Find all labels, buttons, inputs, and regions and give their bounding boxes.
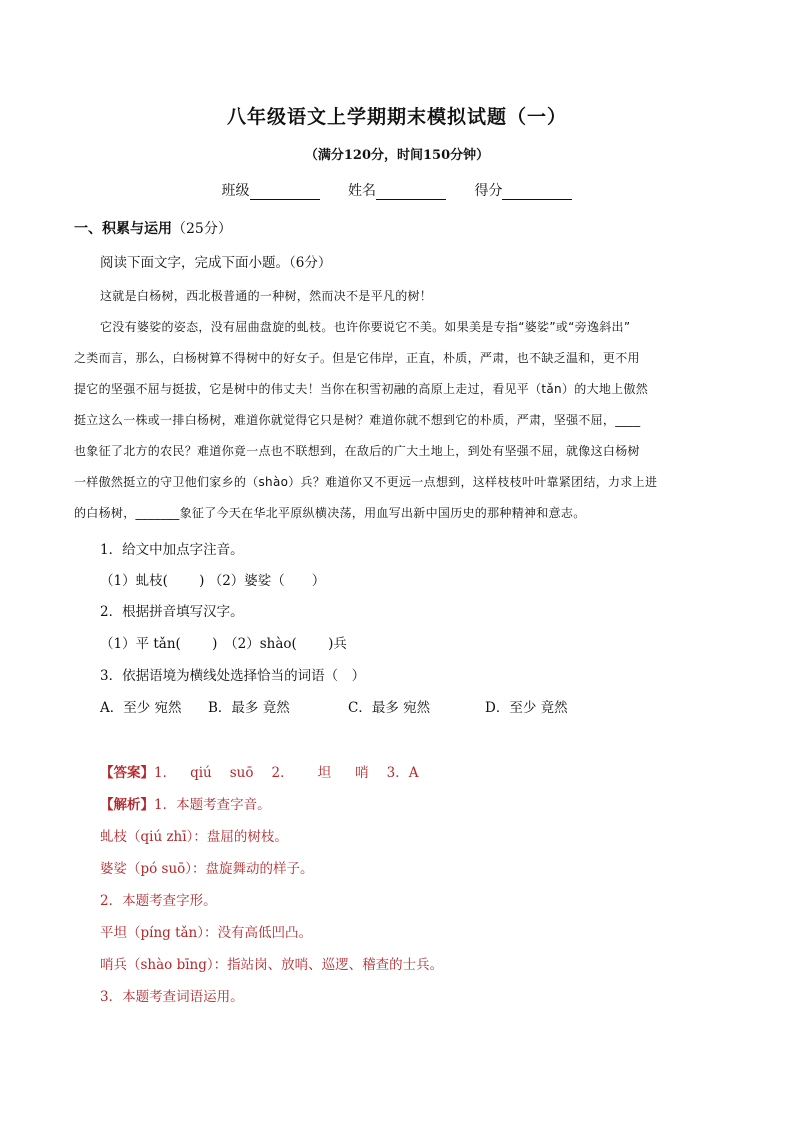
analysis-line: 虬枝（qiú zhī）：盘屈的树枝。 [100, 829, 288, 845]
analysis-line: 3．本题考查词语运用。 [100, 989, 244, 1005]
analysis-line [100, 793, 271, 813]
question-1: 1．给文中加点字注音。 [100, 542, 244, 558]
passage-line: 之类而言，那么，白杨树算不得树中的好女子。但是它伟岸，正直，朴质，严肃，也不缺乏温和，更不用 [74, 351, 640, 365]
answer-part: 2． [271, 765, 294, 781]
answer-part: 坦 [317, 765, 332, 781]
passage-line: 的白杨树，_______象征了今天在华北平原纵横决荡，用血写出新中国历史的那种精神和意志。 [74, 506, 586, 520]
answer-line [100, 761, 418, 781]
passage-line: 也象征了北方的农民？难道你竟一点也不联想到，在敌后的广大土地上，到处有坚强不屈，就像这白杨树 [74, 444, 640, 458]
analysis-label: 【解析】 [100, 797, 154, 813]
section-heading [74, 218, 232, 238]
analysis-line: 婆娑（pó suō）：盘旋舞动的样子。 [100, 861, 314, 877]
page-title: 八年级语文上学期期末模拟试题（一） [226, 106, 567, 128]
analysis-line: 2．本题考查字形。 [100, 893, 217, 909]
section-score: （25分） [172, 221, 232, 237]
passage-line: 挺立这么一株或一排白杨树，难道你就觉得它只是树？难道你就不想到它的朴质，严肃，坚强不屈，____ [74, 413, 641, 427]
answer-label: 【答案】 [100, 765, 154, 781]
page-subtitle: （满分120分，时间150分钟） [304, 148, 490, 163]
question-1-items: （1）虬枝( ) （2）婆娑（ ） [100, 573, 326, 589]
option-c: C．最多 宛然 [348, 700, 431, 716]
question-2: 2．根据拼音填写汉字。 [100, 604, 244, 620]
class-blank[interactable] [250, 185, 320, 200]
question-2-items: （1）平 tǎn( ) （2）shào( )兵 [100, 636, 347, 652]
section-title: 一、积累与运用 [74, 221, 172, 237]
analysis-line: 哨兵（shào bīng）：指站岗、放哨、巡逻、稽查的士兵。 [100, 957, 444, 973]
option-d: D．至少 竟然 [485, 700, 568, 716]
passage-line: 这就是白杨树，西北极普通的一种树，然而决不是平凡的树！ [100, 289, 433, 303]
answer-part: qiú [190, 765, 212, 781]
answer-part: 哨 [355, 765, 369, 781]
answer-part: 1． [154, 765, 177, 781]
option-a: A．至少 宛然 [100, 700, 182, 716]
name-label: 姓名 [348, 183, 376, 199]
class-field [222, 180, 320, 200]
passage-line: 一样傲然挺立的守卫他们家乡的（shào）兵？难道你又不更远一点想到，这样枝枝叶叶靠紧团结，力求上进 [74, 475, 658, 489]
score-label: 得分 [474, 183, 503, 199]
score-blank[interactable] [502, 185, 572, 200]
score-field [474, 180, 572, 200]
passage-line: 它没有婆娑的姿态，没有屈曲盘旋的虬枝。也许你要说它不美。如果美是专指“婆娑”或“旁逸斜出” [100, 320, 631, 334]
analysis-line: 平坦（píng tǎn）：没有高低凹凸。 [100, 925, 313, 941]
passage-line: 提它的坚强不屈与挺拔，它是树中的伟丈夫！当你在积雪初融的高原上走过，看见平（tǎn）的大地上傲然 [74, 382, 649, 396]
class-label: 班级 [221, 183, 250, 199]
instructions: 阅读下面文字，完成下面小题。（6分） [100, 255, 332, 271]
name-field [348, 180, 446, 200]
student-info [0, 180, 794, 200]
question-3: 3．依据语境为横线处选择恰当的词语（ ） [100, 668, 366, 684]
option-b: B．最多 竟然 [208, 700, 290, 716]
answer-part: 3．A [386, 765, 419, 781]
answer-part: suō [229, 765, 254, 781]
analysis-text: 1．本题考查字音。 [154, 797, 271, 813]
name-blank[interactable] [376, 185, 446, 200]
